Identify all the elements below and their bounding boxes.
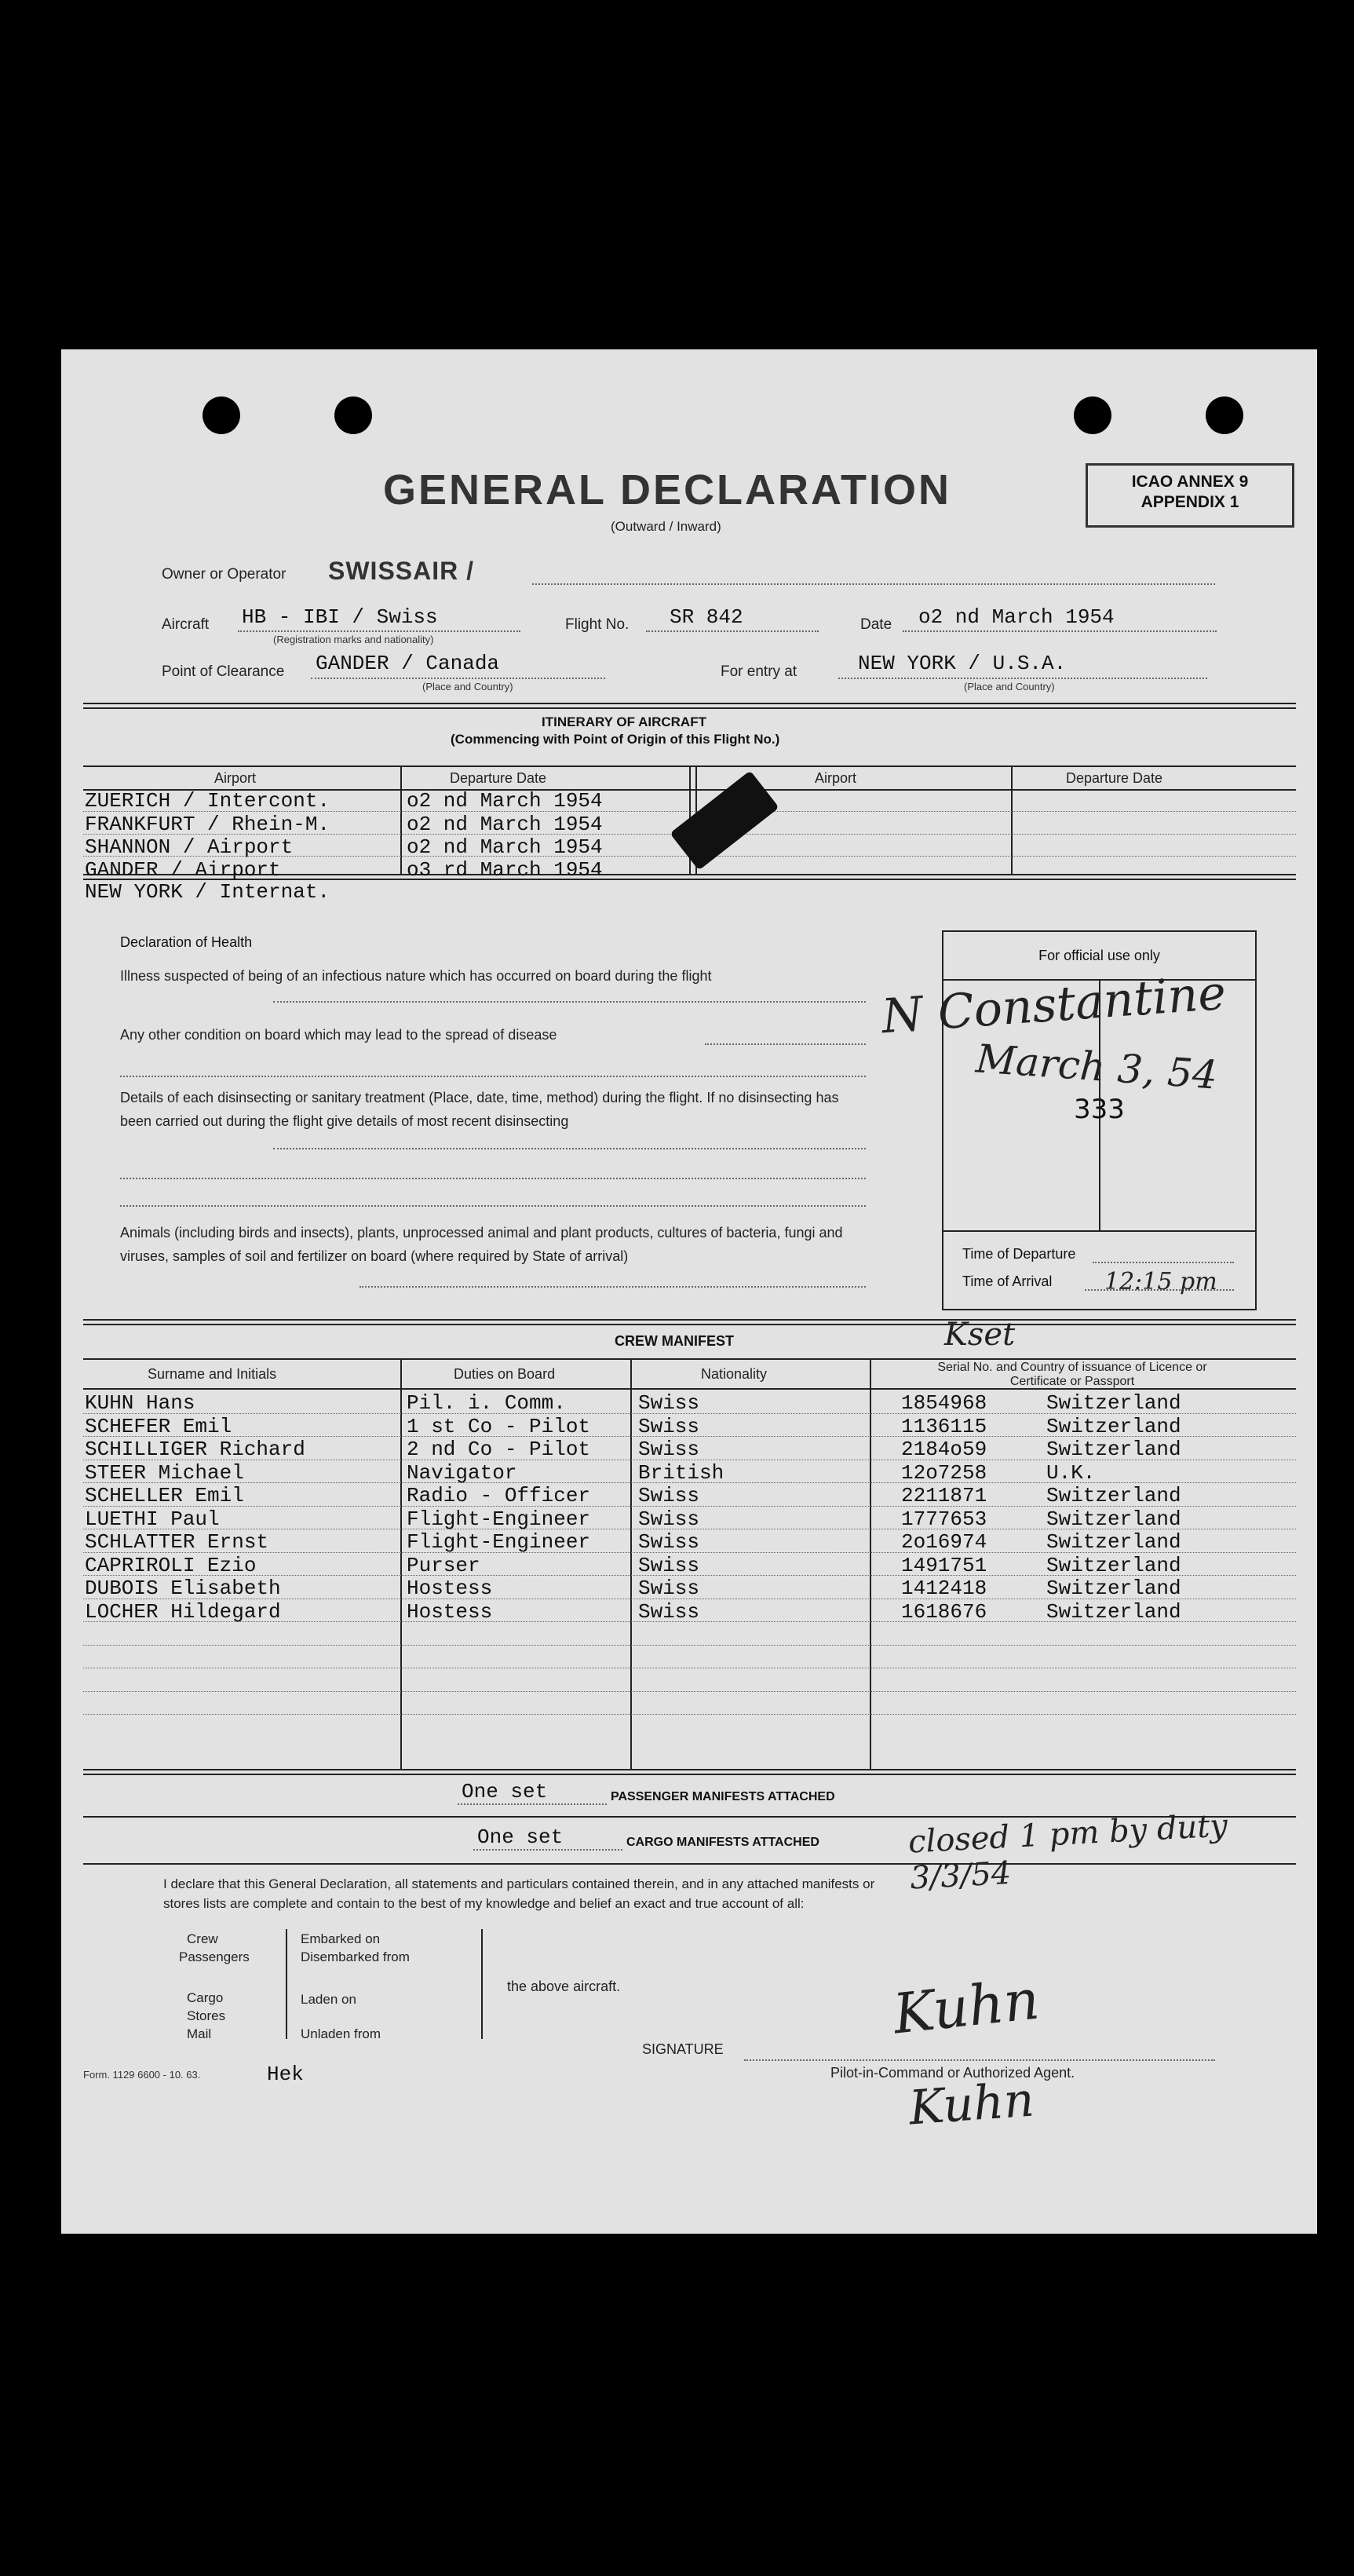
crew-nat: Swiss — [638, 1599, 700, 1624]
date-label: Date — [860, 616, 892, 633]
crew-country: Switzerland — [1046, 1391, 1181, 1415]
crew-col-duty: Duties on Board — [454, 1366, 556, 1382]
itin-airport-2: FRANKFURT / Rhein-M. — [85, 813, 330, 836]
crew-duty: Flight-Engineer — [407, 1507, 591, 1531]
clearance-value: GANDER / Canada — [316, 652, 500, 675]
crew-duty: Radio - Officer — [407, 1484, 591, 1507]
official-heading: For official use only — [1038, 948, 1160, 963]
crew-serial: 2211871 — [901, 1484, 987, 1507]
passenger-manifest-value: One set — [462, 1780, 548, 1803]
punch-hole — [1074, 396, 1111, 434]
cargo-manifest-label: CARGO MANIFESTS ATTACHED — [626, 1836, 819, 1849]
itin-date-1: o2 nd March 1954 — [407, 789, 603, 813]
passenger-manifest-label: PASSENGER MANIFESTS ATTACHED — [611, 1790, 835, 1803]
crew-country: Switzerland — [1046, 1530, 1181, 1554]
decl-embarked: Embarked on — [301, 1931, 381, 1946]
itinerary-heading: ITINERARY OF AIRCRAFT — [542, 714, 706, 729]
itin-airport-3: SHANNON / Airport — [85, 835, 294, 859]
owner-label: Owner or Operator — [162, 566, 286, 583]
crew-nat: Swiss — [638, 1484, 700, 1507]
crew-duty: Navigator — [407, 1460, 517, 1485]
itinerary-subheading: (Commencing with Point of Origin of this Flight No.) — [451, 732, 780, 747]
decl-stores: Stores — [187, 2008, 226, 2023]
decl-laden: Laden on — [301, 1992, 356, 2007]
crew-country: Switzerland — [1046, 1438, 1181, 1461]
date-value: o2 nd March 1954 — [918, 605, 1115, 629]
itin-date-3: o2 nd March 1954 — [407, 835, 603, 859]
crew-name: DUBOIS Elisabeth — [85, 1577, 281, 1600]
itin-airport-5: NEW YORK / Internat. — [85, 880, 330, 904]
crew-duty: Flight-Engineer — [407, 1530, 591, 1554]
crew-name: CAPRIROLI Ezio — [85, 1553, 257, 1577]
form-title: GENERAL DECLARATION — [383, 466, 952, 513]
official-signature: N Constantine — [880, 965, 1228, 1045]
crew-name: SCHILLIGER Richard — [85, 1438, 305, 1461]
crew-serial: 1854968 — [901, 1391, 987, 1415]
crew-duty: Hostess — [407, 1599, 493, 1624]
crew-duty: 1 st Co - Pilot — [407, 1414, 591, 1438]
aircraft-label: Aircraft — [162, 616, 210, 633]
itin-date-2: o2 nd March 1954 — [407, 813, 603, 836]
form-number: Form. 1129 6600 - 10. 63. — [83, 2069, 201, 2081]
crew-serial: 2184o59 — [901, 1438, 987, 1461]
decl-crew: Crew — [187, 1931, 218, 1946]
crew-nat: Swiss — [638, 1530, 700, 1554]
crew-country: Switzerland — [1046, 1414, 1181, 1438]
decl-above: the above aircraft. — [507, 1979, 621, 1994]
crew-nat: Swiss — [638, 1391, 700, 1415]
crew-country: U.K. — [1046, 1460, 1096, 1485]
pilot-label: Pilot-in-Command or Authorized Agent. — [830, 2065, 1075, 2081]
crew-name: KUHN Hans — [85, 1391, 195, 1415]
itin-col-date-2: Departure Date — [1066, 770, 1163, 786]
flight-label: Flight No. — [565, 616, 630, 633]
signature-value: Kuhn — [890, 1967, 1042, 2047]
crew-col-serial: Serial No. and Country of issuance of Licence or Certificate or Passport — [937, 1361, 1207, 1388]
entry-label: For entry at — [721, 663, 797, 680]
punch-hole — [1206, 396, 1243, 434]
decl-mail: Mail — [187, 2026, 212, 2041]
crew-duty: Pil. i. Comm. — [407, 1391, 566, 1415]
itin-col-date: Departure Date — [450, 770, 547, 786]
icao-box — [1086, 463, 1294, 528]
form-initials: Hek — [267, 2063, 304, 2086]
health-heading: Declaration of Health — [120, 934, 253, 950]
crew-heading: CREW MANIFEST — [615, 1333, 734, 1349]
official-date: March 3, 54 — [974, 1036, 1219, 1098]
itin-col-airport: Airport — [214, 770, 257, 786]
crew-serial: 1618676 — [901, 1599, 987, 1624]
health-q1: Illness suspected of being of an infectious nature which has occurred on board during the flight — [120, 968, 712, 984]
crew-name: SCHLATTER Ernst — [85, 1530, 269, 1554]
clearance-note: (Place and Country) — [422, 681, 513, 692]
crew-name: SCHEFER Emil — [85, 1414, 232, 1438]
aircraft-note: (Registration marks and nationality) — [273, 634, 434, 645]
punch-hole — [334, 396, 372, 434]
crew-name: LOCHER Hildegard — [85, 1599, 281, 1624]
crew-nat: Swiss — [638, 1553, 700, 1577]
aircraft-value: HB - IBI / Swiss — [242, 605, 438, 629]
itin-date-4: o3 rd March 1954 — [407, 858, 603, 882]
signature-value-2: Kuhn — [907, 2072, 1036, 2136]
crew-nat: Swiss — [638, 1507, 700, 1531]
icao-appendix: APPENDIX 1 — [1140, 493, 1239, 511]
crew-country: Switzerland — [1046, 1599, 1181, 1624]
owner-value: SWISSAIR / — [328, 557, 475, 585]
crew-col-nat: Nationality — [701, 1366, 768, 1382]
decl-cargo: Cargo — [187, 1990, 224, 2005]
cargo-manifest-note: closed 1 pm by duty 3/3/54 — [907, 1807, 1228, 1897]
crew-serial: 1777653 — [901, 1507, 987, 1531]
crew-serial: 2o16974 — [901, 1530, 987, 1554]
crew-serial: 1491751 — [901, 1553, 987, 1577]
crew-name: SCHELLER Emil — [85, 1484, 244, 1507]
crew-nat: Swiss — [638, 1577, 700, 1600]
crew-country: Switzerland — [1046, 1553, 1181, 1577]
crew-nat: Swiss — [638, 1414, 700, 1438]
itin-airport-1: ZUERICH / Intercont. — [85, 789, 330, 813]
entry-note: (Place and Country) — [964, 681, 1055, 692]
crew-serial: 12o7258 — [901, 1460, 987, 1485]
declaration-form — [61, 349, 1317, 2234]
crew-duty: Hostess — [407, 1577, 493, 1600]
crew-nat: Swiss — [638, 1438, 700, 1461]
crew-serial: 1136115 — [901, 1414, 987, 1438]
health-q3: Details of each disinsecting or sanitary treatment (Place, date, time, method) during the flight. If no disinsecting has been carried out during the flight give details of most recent disinsecting — [120, 1090, 839, 1129]
itin-airport-4: GANDER / Airport — [85, 858, 281, 882]
health-q4: Animals (including birds and insects), plants, unprocessed animal and plant products, cultures of bacteria, fungi and viruses, samples of soil and fertilizer on board (where required by State of arrival) — [120, 1225, 843, 1264]
crew-serial: 1412418 — [901, 1577, 987, 1600]
clearance-label: Point of Clearance — [162, 663, 285, 680]
crew-country: Switzerland — [1046, 1577, 1181, 1600]
crew-duty: 2 nd Co - Pilot — [407, 1438, 591, 1461]
crew-nat: British — [638, 1460, 724, 1485]
itin-col-airport-2: Airport — [815, 770, 857, 786]
arrival-value: 12:15 pm — [1104, 1268, 1217, 1295]
punch-hole — [203, 396, 240, 434]
crew-duty: Purser — [407, 1553, 480, 1577]
crew-name: LUETHI Paul — [85, 1507, 220, 1531]
decl-unladen: Unladen from — [301, 2026, 381, 2041]
decl-disembarked: Disembarked from — [301, 1949, 410, 1964]
crew-initials-scribble: Kset — [944, 1317, 1016, 1353]
cargo-manifest-value: One set — [477, 1825, 564, 1849]
crew-name: STEER Michael — [85, 1460, 244, 1485]
flight-value: SR 842 — [670, 605, 743, 629]
crew-country: Switzerland — [1046, 1484, 1181, 1507]
entry-value: NEW YORK / U.S.A. — [858, 652, 1067, 675]
declaration-text-1: I declare that this General Declaration, all statements and particulars contained therein, and in any attached manifests or — [163, 1876, 875, 1891]
form-subtitle: (Outward / Inward) — [611, 519, 721, 534]
signature-label: SIGNATURE — [642, 2041, 724, 2057]
crew-country: Switzerland — [1046, 1507, 1181, 1531]
official-number: 333 — [1074, 1094, 1125, 1125]
crew-col-name: Surname and Initials — [148, 1366, 277, 1382]
decl-passengers: Passengers — [179, 1949, 250, 1964]
arrival-label: Time of Arrival — [962, 1273, 1053, 1289]
departure-label: Time of Departure — [962, 1246, 1076, 1262]
health-q2: Any other condition on board which may lead to the spread of disease — [120, 1027, 557, 1043]
icao-annex: ICAO ANNEX 9 — [1131, 473, 1249, 491]
declaration-text-2: stores lists are complete and contain to the best of my knowledge and belief an exact and true account of all: — [163, 1896, 805, 1911]
